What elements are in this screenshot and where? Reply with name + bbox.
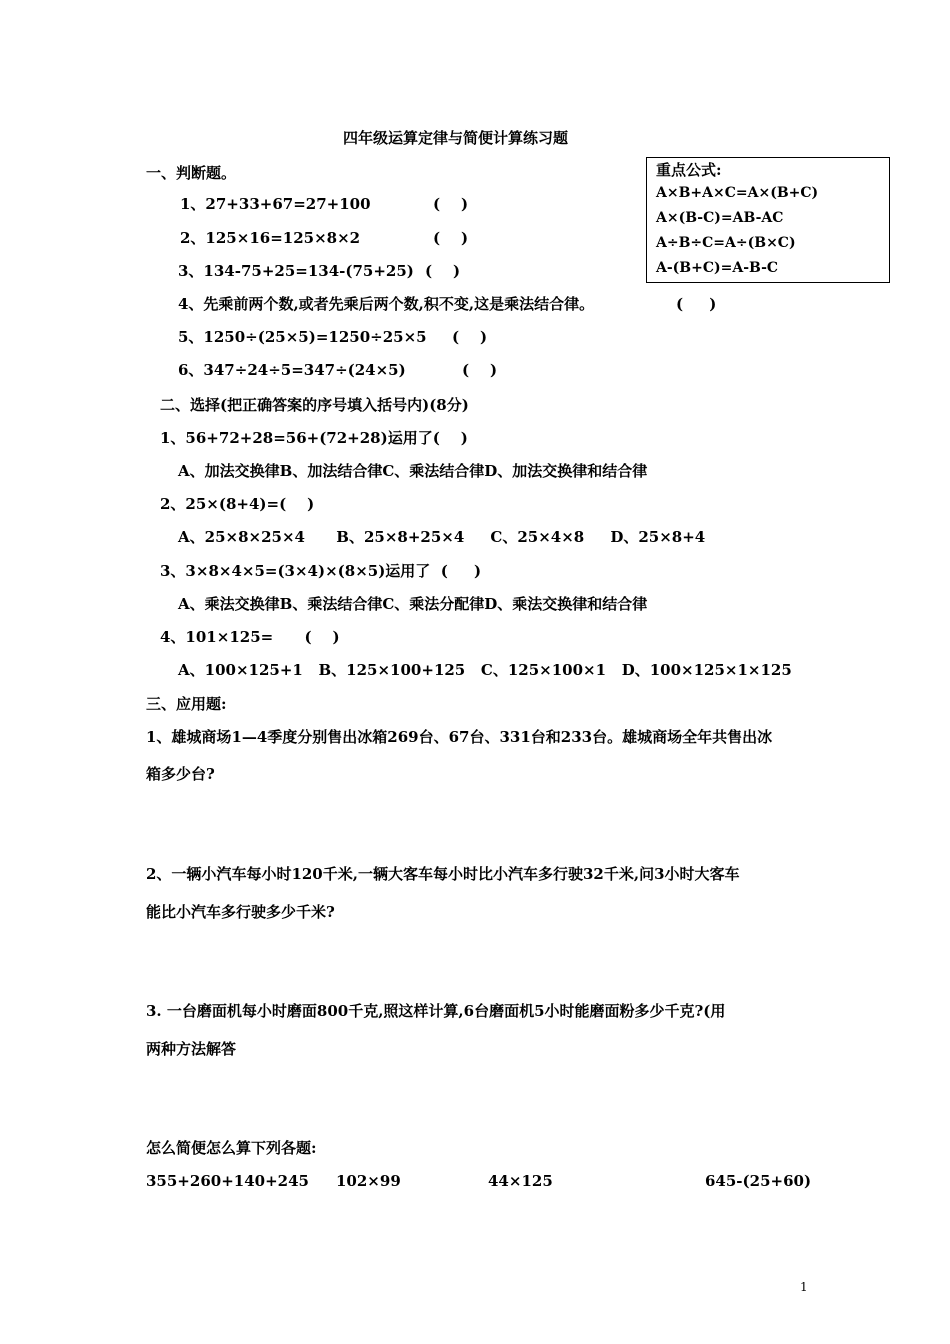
answer-paren[interactable]: ( )	[452, 328, 488, 346]
key-formulas-box	[646, 157, 890, 283]
word-problem-line: 两种方法解答	[146, 1040, 237, 1058]
section-heading-choice: 二、选择(把正确答案的序号填入括号内)(8分)	[160, 396, 469, 414]
formula-line: A×B+A×C=A×(B+C)	[656, 185, 819, 201]
formula-line: A×(B-C)=AB-AC	[656, 210, 784, 226]
judge-item: 4、先乘前两个数,或者先乘后两个数,积不变,这是乘法结合律。	[178, 295, 595, 313]
answer-paren[interactable]: ( )	[433, 229, 469, 247]
word-problem-line: 2、一辆小汽车每小时120千米,一辆大客车每小时比小汽车多行驶32千米,问3小时大客车	[146, 865, 740, 883]
word-problem-line: 3. 一台磨面机每小时磨面800千克,照这样计算,6台磨面机5小时能磨面粉多少千克?(用	[146, 1002, 726, 1020]
judge-item: 6、347÷24÷5=347÷(24×5)	[178, 361, 406, 379]
choice-options: A、乘法交换律B、乘法结合律C、乘法分配律D、乘法交换律和结合律	[178, 595, 648, 613]
word-problem-line: 1、雄城商场1—4季度分别售出冰箱269台、67台、331台和233台。雄城商场全年共售出冰	[146, 728, 773, 746]
page-title: 四年级运算定律与简便计算练习题	[343, 129, 569, 147]
judge-item: 2、125×16=125×8×2	[180, 229, 361, 247]
expression: 355+260+140+245	[146, 1172, 309, 1190]
judge-item: 1、27+33+67=27+100	[180, 195, 371, 213]
answer-paren[interactable]: ( )	[462, 361, 498, 379]
judge-item: 5、1250÷(25×5)=1250÷25×5	[178, 328, 427, 346]
section-heading-simplify: 怎么简便怎么算下列各题:	[146, 1139, 317, 1157]
choice-options: A、加法交换律B、加法结合律C、乘法结合律D、加法交换律和结合律	[178, 462, 648, 480]
judge-item: 3、134-75+25=134-(75+25)	[178, 262, 414, 280]
word-problem-line: 箱多少台?	[146, 765, 215, 783]
expression: 645-(25+60)	[705, 1172, 812, 1190]
choice-question: 1、56+72+28=56+(72+28)运用了( )	[160, 429, 468, 447]
section-heading-word-problems: 三、应用题:	[146, 695, 227, 713]
answer-paren[interactable]: ( )	[433, 195, 469, 213]
expression: 44×125	[488, 1172, 553, 1190]
choice-question: 3、3×8×4×5=(3×4)×(8×5)运用了 ( )	[160, 562, 482, 580]
choice-options: A、100×125+1 B、125×100+125 C、125×100×1 D、100×125×1×125	[178, 661, 792, 679]
formula-line: A÷B÷C=A÷(B×C)	[656, 235, 796, 251]
page-number: 1	[800, 1280, 808, 1294]
answer-paren[interactable]: ( )	[676, 295, 717, 313]
choice-options: A、25×8×25×4 B、25×8+25×4 C、25×4×8 D、25×8+4	[178, 528, 706, 546]
word-problem-line: 能比小汽车多行驶多少千米?	[146, 903, 335, 921]
section-heading-true-false: 一、判断题。	[146, 164, 237, 182]
expression: 102×99	[336, 1172, 401, 1190]
answer-paren[interactable]: ( )	[425, 262, 461, 280]
choice-question: 2、25×(8+4)=( )	[160, 495, 315, 513]
choice-question: 4、101×125= ( )	[160, 628, 340, 646]
formula-line: A-(B+C)=A-B-C	[656, 260, 779, 276]
formula-box-heading: 重点公式:	[656, 161, 722, 179]
